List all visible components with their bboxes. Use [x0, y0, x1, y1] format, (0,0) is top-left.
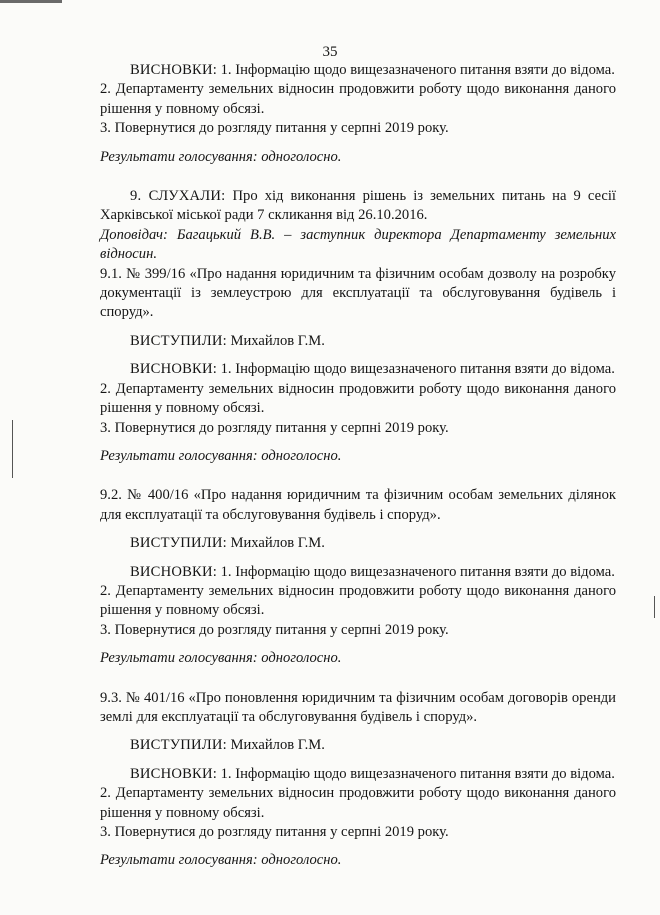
conclusion-item-1: ВИСНОВКИ: 1. Інформацію щодо вищезазначеного питання взяти до відома. — [130, 361, 615, 378]
conclusion-item-3: 3. Повернутися до розгляду питання у серпні 2019 року. — [100, 621, 449, 638]
margin-mark — [12, 420, 13, 478]
vote-result: Результати голосування: одноголосно. — [100, 650, 342, 667]
margin-mark — [654, 596, 655, 618]
spoke-line: ВИСТУПИЛИ: Михайлов Г.М. — [130, 535, 325, 552]
conclusion-item-2: 2. Департаменту земельних відносин продовжити роботу щодо виконання даного рішення у повному обсязі. — [100, 81, 616, 117]
document-body — [100, 61, 616, 871]
conclusion-item-1: ВИСНОВКИ: 1. Інформацію щодо вищезазначеного питання взяти до відома. — [130, 765, 615, 782]
agenda-item-9-2: 9.2. № 400/16 «Про надання юридичним та фізичним особам земельних ділянок для експлуатації та обслуговування будівель і споруд». — [100, 487, 616, 523]
scan-artifact — [0, 0, 62, 3]
heard-item: 9. СЛУХАЛИ: Про хід виконання рішень із земельних питань на 9 сесії Харківської міської ради 7 скликання від 26.10.2016. — [100, 188, 616, 224]
agenda-item-9-1: 9.1. № 399/16 «Про надання юридичним та фізичним особам дозволу на розробку документації із землеустрою для експлуатації та обслуговування будівель і споруд». — [100, 265, 616, 321]
vote-result: Результати голосування: одноголосно. — [100, 852, 342, 869]
vote-result: Результати голосування: одноголосно. — [100, 148, 342, 165]
conclusion-item-2: 2. Департаменту земельних відносин продовжити роботу щодо виконання даного рішення у повному обсязі. — [100, 380, 616, 417]
conclusion-item-1: ВИСНОВКИ: 1. Інформацію щодо вищезазначеного питання взяти до відома. — [130, 563, 615, 580]
conclusion-item-2: 2. Департаменту земельних відносин продовжити роботу щодо виконання даного рішення у повному обсязі. — [100, 785, 616, 821]
spoke-line: ВИСТУПИЛИ: Михайлов Г.М. — [130, 737, 325, 754]
conclusions-label: ВИСНОВКИ: — [130, 62, 217, 78]
conclusion-item-3: 3. Повернутися до розгляду питання у серпні 2019 року. — [100, 120, 449, 137]
conclusion-item-3: 3. Повернутися до розгляду питання у серпні 2019 року. — [100, 824, 449, 840]
page-number: 35 — [322, 44, 338, 60]
speaker-line: Доповідач: Багацький В.В. – заступник директора Департаменту земельних відносин. — [100, 226, 616, 263]
conclusion-item-1: ВИСНОВКИ: 1. Інформацію щодо вищезазначеного питання взяти до відома. — [130, 62, 615, 78]
conclusion-item-3: 3. Повернутися до розгляду питання у серпні 2019 року. — [100, 419, 449, 436]
vote-result: Результати голосування: одноголосно. — [100, 447, 342, 464]
agenda-item-9-3: 9.3. № 401/16 «Про поновлення юридичним та фізичним особам договорів оренди землі для експлуатації та обслуговування будівель і споруд». — [100, 689, 616, 725]
conclusion-item-2: 2. Департаменту земельних відносин продовжити роботу щодо виконання даного рішення у повному обсязі. — [100, 582, 616, 619]
spoke-line: ВИСТУПИЛИ: Михайлов Г.М. — [130, 332, 325, 349]
